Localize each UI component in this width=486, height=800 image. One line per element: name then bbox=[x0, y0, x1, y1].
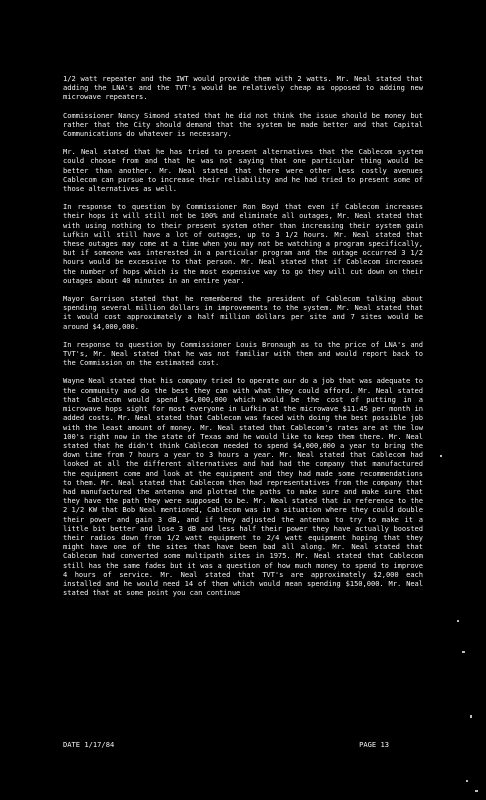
paragraph: Mayor Garrison stated that he remembered the president of Cablecom talking about spending several million dollars in improvements to the system. Mr. Neal stated that it would cost approximately a half million dollars per site and 7 sites would be around $4,000,000. bbox=[63, 294, 423, 331]
scan-speck bbox=[457, 620, 459, 622]
paragraph: In response to question by Commissioner Louis Bronaugh as to the price of LNA's and TVT's, Mr. Neal stated that he was not familiar with them and would report back to the Commission on the estimated cost. bbox=[63, 339, 423, 368]
document-body bbox=[63, 74, 423, 606]
scan-speck bbox=[440, 455, 442, 457]
paragraph: 1/2 watt repeater and the IWT would provide them with 2 watts. Mr. Neal stated that adding the LNA's and the TVT's would be relatively cheap as opposed to adding new microwave repeaters. bbox=[63, 74, 423, 102]
scan-speck bbox=[470, 715, 472, 718]
scan-speck bbox=[466, 780, 468, 782]
paragraph: Mr. Neal stated that he has tried to present alternatives that the Cablecom system could choose from and that he was not saying that one particular thing would be better than another. Mr. Neal stated that there were other less costly avenues Cablecom can pursue to increase their reliability and he had tried to present some of those alternatives as well. bbox=[63, 147, 423, 194]
footer-page-number: PAGE 13 bbox=[359, 740, 389, 749]
scan-speck bbox=[475, 790, 478, 792]
paragraph: In response to question by Commissioner Ron Boyd that even if Cablecom increases their hops it will still not be 100% and eliminate all outages, Mr. Neal stated that with using nothing to their present system other than increasing their system gain Lufkin will still have a lot of outages, up to 3 1/2 hours. Mr. Neal stated that these outages may come at a time when you may not be watching a program specifically, but if someone was interested in a particular program and the outage occurred 3 1/2 hours would be excessive to that person. Mr. Neal stated that if Cablecom increases the number of hops which is the most expensive way to go they will cut down on their outages about 40 minutes in an entire year. bbox=[63, 202, 423, 285]
paragraph: Wayne Neal stated that his company tried to operate our do a job that was adequate to the community and do the best they can with what they could afford. Mr. Neal stated that Cablecom would spend $4,000,000 which would be the cost of putting in a microwave hops sight for most everyone in Lufkin at the microwave $11.45 per month in added costs. Mr. Neal stated that Cablecom was faced with doing the best possible job with the least amount of money. Mr. Neal stated that Cablecom's rates are at the low 100's right now in the state of Texas and he would like to keep them there. Mr. Neal stated that he didn't think Cablecom needed to spend $4,000,000 a year to bring the down time from 7 hours a year to 3 hours a year. Mr. Neal stated that Cablecom had looked at all the different alternatives and had had the company that manufactured the equipment come and look at the equipment and they had made some recommendations to them. Mr. Neal stated that Cablecom then had representatives from the company that had manufactured the antenna and plotted the paths to make sure and make sure that they have the path they were supposed to be. Mr. Neal stated that in reference to the 2 1/2 KW that Bob Neal mentioned, Cablecom was in a situation where they could double their power and gain 3 dB, and if they adjusted the antenna to try to make it a little bit better and lose 3 dB and less half their power they have actually boosted their radios down from 1/2 watt equipment to 2/4 watt equipment hoping that they might have one of the sites that have been bad all along. Mr. Neal stated that Cablecom had converted some multipath sites in 1975. Mr. Neal stated that Cablecom still has the same fades but it was a question of how much money to spend to improve 4 hours of service. Mr. Neal stated that TVT's are approximately $2,000 each installed and he would need 14 of them which would mean spending $150,000. Mr. Neal stated that at some point you can continue bbox=[63, 376, 423, 598]
scan-speck bbox=[462, 651, 465, 653]
footer-date: DATE 1/17/84 bbox=[63, 740, 115, 749]
paragraph: Commissioner Nancy Simond stated that he did not think the issue should be money but rather that the City should demand that the system be made better and that Capital Communications do whatever is necessary. bbox=[63, 110, 423, 139]
